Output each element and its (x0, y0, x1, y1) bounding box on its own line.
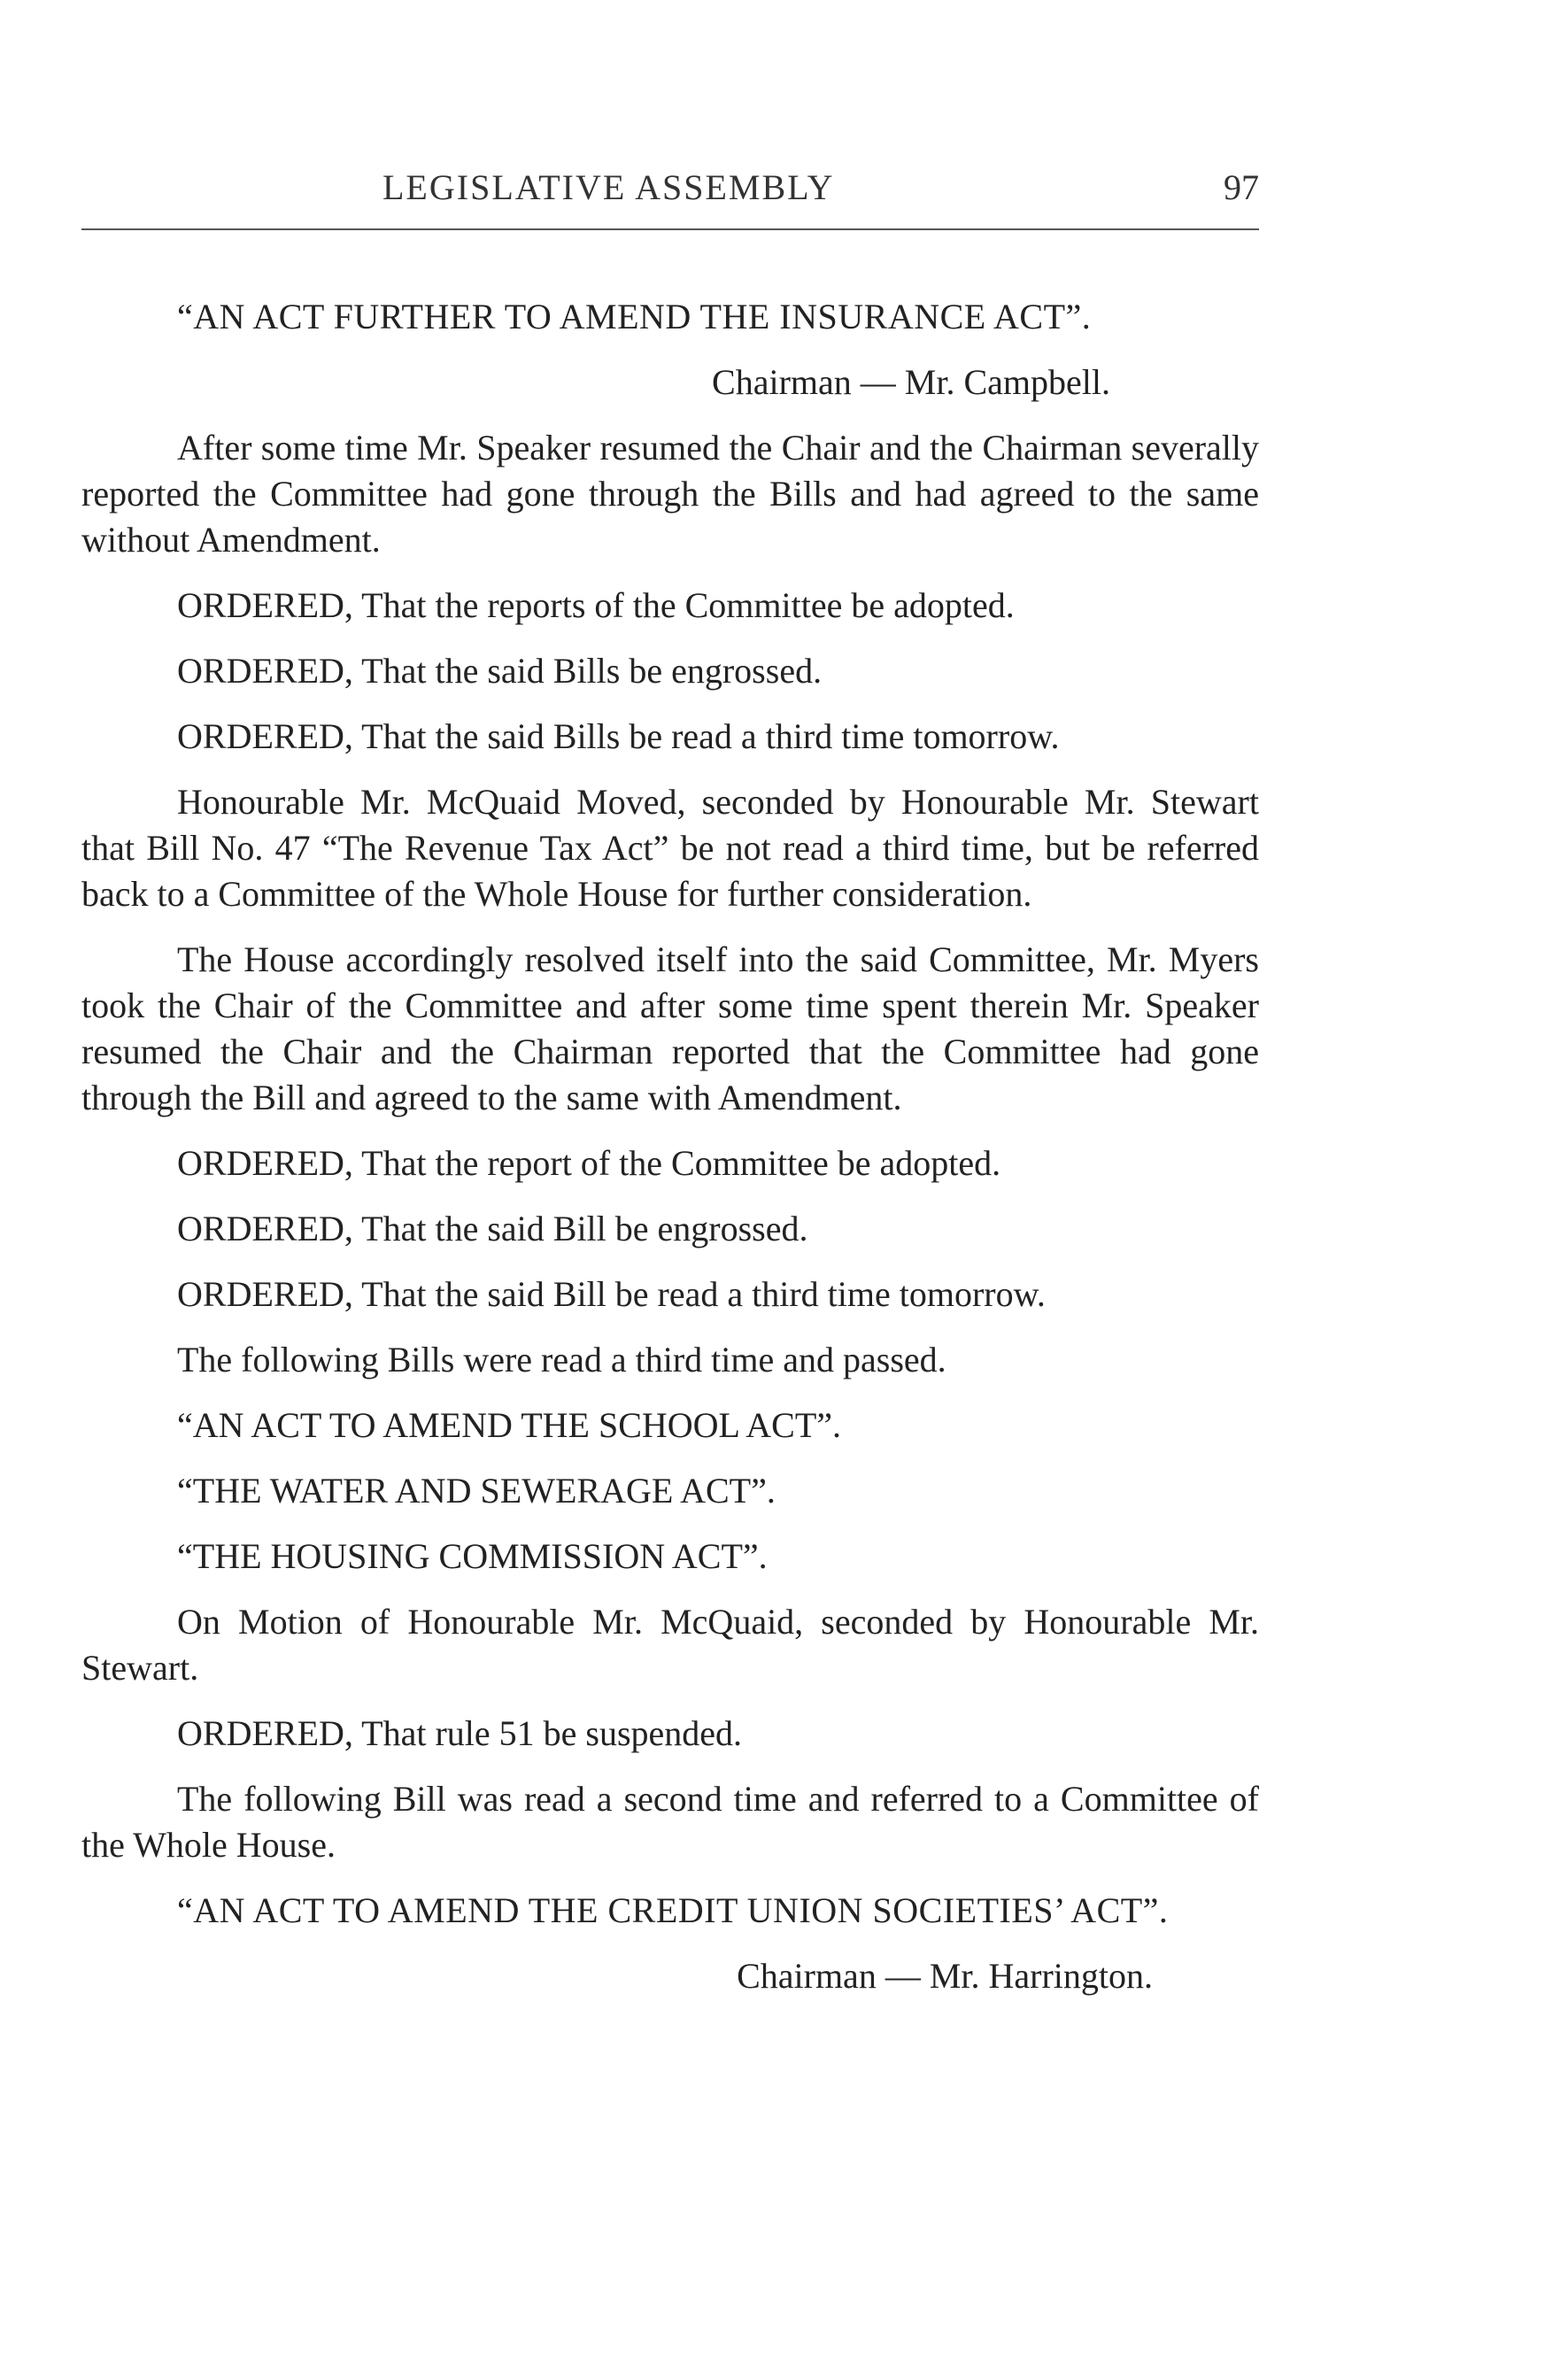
document-page (81, 159, 1259, 1996)
order-line: ORDERED, That the said Bills be read a third time tomorrow. (177, 716, 1060, 756)
paragraph: On Motion of Honourable Mr. McQuaid, seconded by Honourable Mr. Stewart. (81, 1602, 1259, 1688)
committee-chairman: Chairman — Mr. Campbell. (712, 362, 1110, 402)
header-rule (81, 228, 1259, 230)
order-line: ORDERED, That the said Bill be read a third time tomorrow. (177, 1274, 1046, 1314)
order-line: ORDERED, That the reports of the Committee be adopted. (177, 585, 1015, 625)
order-line: ORDERED, That the said Bill be engrossed. (177, 1209, 808, 1248)
bill-name: “THE HOUSING COMMISSION ACT”. (177, 1536, 768, 1576)
page-number: 97 (1224, 167, 1259, 207)
committee-chairman: Chairman — Mr. Harrington. (737, 1956, 1153, 1996)
bill-title-credit-union: “AN ACT TO AMEND THE CREDIT UNION SOCIETIES’ ACT”. (177, 1890, 1169, 1930)
order-line: ORDERED, That rule 51 be suspended. (177, 1713, 743, 1753)
bill-title-insurance: “AN ACT FURTHER TO AMEND THE INSURANCE ACT”. (177, 297, 1092, 336)
running-title: LEGISLATIVE ASSEMBLY (382, 167, 835, 207)
bill-name: “THE WATER AND SEWERAGE ACT”. (177, 1471, 776, 1511)
order-line: ORDERED, That the said Bills be engrossed. (177, 651, 823, 691)
paragraph: After some time Mr. Speaker resumed the Chair and the Chairman severally reported the Committee had gone through the Bills and had agreed to the same without Amendment. (81, 428, 1259, 560)
page-header (81, 159, 1259, 230)
order-line: ORDERED, That the report of the Committee be adopted. (177, 1143, 1001, 1183)
order-line: The following Bills were read a third time and passed. (177, 1340, 946, 1379)
page-body (81, 294, 1259, 2019)
paragraph: The House accordingly resolved itself into the said Committee, Mr. Myers took the Chair of the Committee and after some time spent therein Mr. Speaker resumed the Chair and the Chairman reported that the Committee had gone through the Bill and agreed to the same with Amendment. (81, 939, 1259, 1117)
bill-name: “AN ACT TO AMEND THE SCHOOL ACT”. (177, 1405, 842, 1445)
paragraph: Honourable Mr. McQuaid Moved, seconded by Honourable Mr. Stewart that Bill No. 47 “The Revenue Tax Act” be not read a third time, but be referred back to a Committee of the Whole House for further consideration. (81, 782, 1259, 914)
paragraph: The following Bill was read a second time and referred to a Committee of the Whole House. (81, 1779, 1259, 1865)
